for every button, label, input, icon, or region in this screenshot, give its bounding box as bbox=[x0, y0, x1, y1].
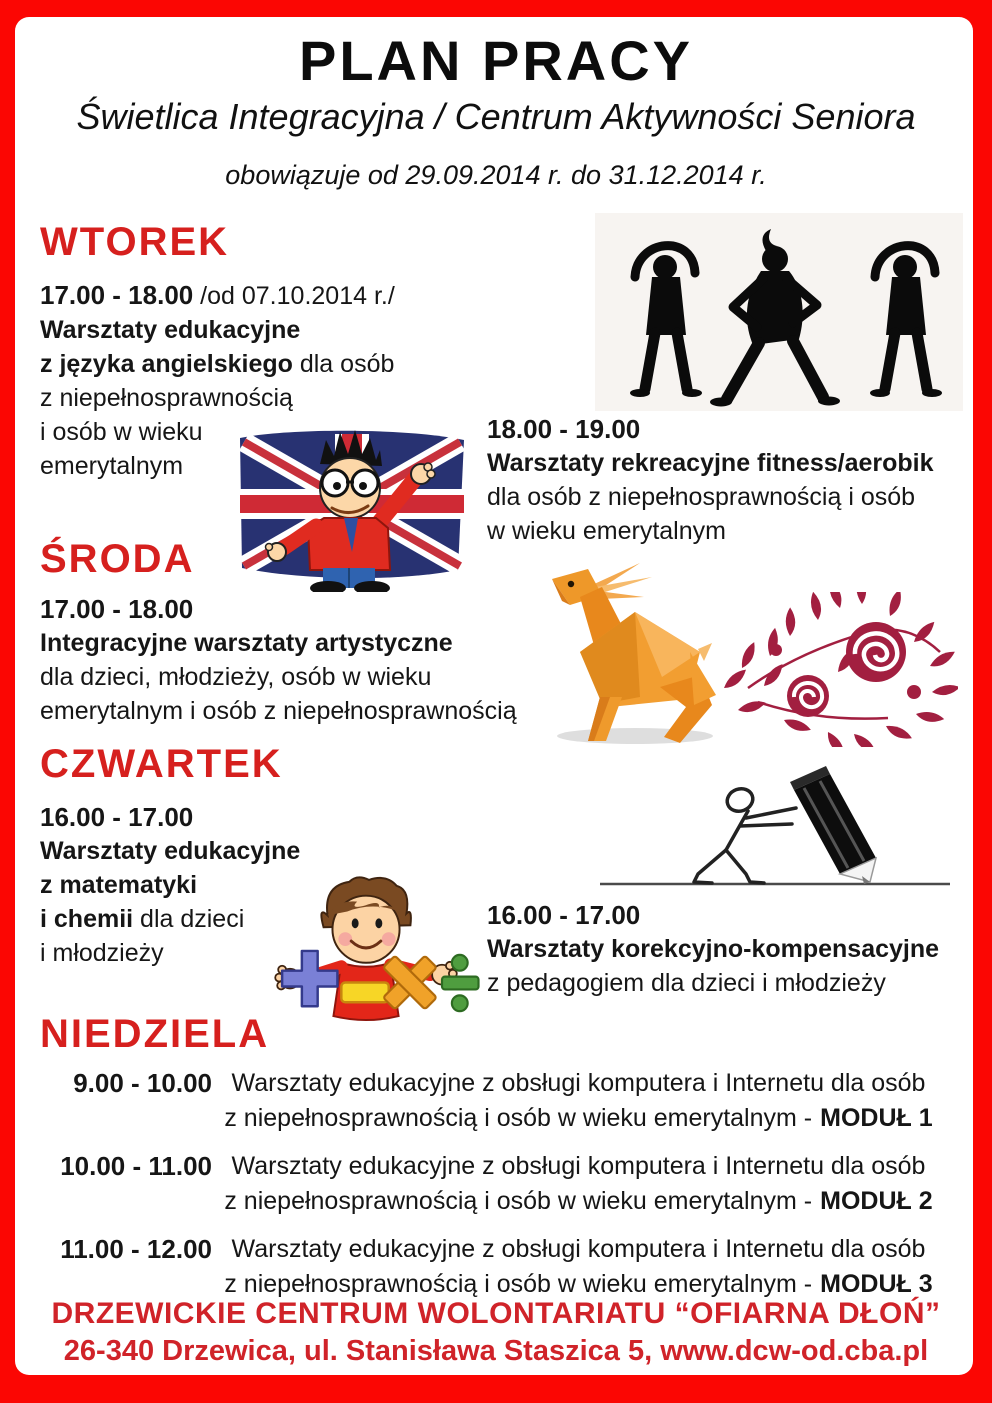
footer-address: 26-340 Drzewica, ul. Stanisława Staszica 5, www.dcw-od.cba.pl bbox=[63, 1335, 929, 1367]
sunday-row-1-line1: Warsztaty edukacyjne z obsługi komputera i Internetu dla osób bbox=[231, 1069, 926, 1097]
wednesday-line2: dla dzieci, młodzieży, osób w wieku bbox=[40, 663, 432, 691]
sunday-row-1-time: 9.00 - 10.00 bbox=[73, 1068, 212, 1098]
floral-ornament-image bbox=[718, 592, 958, 747]
sunday-row-2 bbox=[40, 1149, 945, 1219]
thursday-right-title: Warsztaty korekcyjno-kompensacyjne bbox=[487, 935, 940, 963]
tuesday-time-note: /od 07.10.2014 r./ bbox=[193, 282, 395, 310]
tuesday-right-line2: dla osób z niepełnosprawnością i osób bbox=[487, 483, 916, 511]
tuesday-activity-line2-rest: dla osób bbox=[292, 350, 395, 378]
sunday-row-3-line1: Warsztaty edukacyjne z obsługi komputera i Internetu dla osób bbox=[231, 1235, 926, 1263]
pencil-writer-image bbox=[598, 762, 956, 892]
thursday-time: 16.00 - 17.00 bbox=[40, 802, 194, 832]
sunday-row-1-desc bbox=[212, 1066, 945, 1136]
tuesday-right-time: 18.00 - 19.00 bbox=[487, 414, 641, 444]
sunday-row-3-desc bbox=[212, 1232, 945, 1302]
sunday-row-2-desc bbox=[212, 1149, 945, 1219]
day-heading-tuesday: WTOREK bbox=[40, 220, 230, 264]
day-heading-sunday: NIEDZIELA bbox=[40, 1012, 270, 1056]
tuesday-activity-line1: Warsztaty edukacyjne bbox=[40, 316, 301, 344]
day-heading-wednesday: ŚRODA bbox=[40, 537, 195, 581]
thursday-line3-bold: i chemii bbox=[40, 905, 134, 933]
tuesday-activity-line5: emerytalnym bbox=[40, 452, 184, 480]
sunday-row-2-line2 bbox=[212, 1184, 945, 1219]
sunday-row-2-module: MODUŁ 2 bbox=[820, 1187, 933, 1215]
tuesday-time: 17.00 - 18.00 bbox=[40, 280, 194, 310]
tuesday-activity-line2 bbox=[40, 347, 395, 381]
sunday-row-2-line1: Warsztaty edukacyjne z obsługi komputera i Internetu dla osób bbox=[231, 1152, 926, 1180]
sunday-row-2-time: 10.00 - 11.00 bbox=[60, 1151, 212, 1181]
wednesday-time: 17.00 - 18.00 bbox=[40, 594, 194, 624]
sunday-row-1-module: MODUŁ 1 bbox=[820, 1104, 933, 1132]
english-boy-flag-image bbox=[228, 420, 476, 592]
sunday-row-2-line2-text: z niepełnosprawnością i osób w wieku emerytalnym - bbox=[224, 1187, 813, 1215]
fitness-aerobics-image bbox=[595, 213, 963, 411]
thursday-right-line2: z pedagogiem dla dzieci i młodzieży bbox=[487, 969, 886, 997]
sunday-row-3 bbox=[40, 1232, 945, 1302]
poster-title: PLAN PRACY bbox=[298, 29, 694, 92]
origami-deer-image bbox=[540, 557, 730, 747]
footer-organization: DRZEWICKIE CENTRUM WOLONTARIATU “OFIARNA DŁOŃ” bbox=[51, 1297, 941, 1330]
sunday-row-1 bbox=[40, 1066, 945, 1136]
day-heading-thursday: CZWARTEK bbox=[40, 742, 283, 786]
thursday-line1: Warsztaty edukacyjne bbox=[40, 837, 301, 865]
tuesday-activity-line4: i osób w wieku bbox=[40, 418, 203, 446]
wednesday-title: Integracyjne warsztaty artystyczne bbox=[40, 629, 453, 657]
sunday-schedule bbox=[40, 1066, 945, 1315]
tuesday-right-block bbox=[487, 412, 934, 548]
poster-subtitle: Świetlica Integracyjna / Centrum Aktywności Seniora bbox=[76, 96, 916, 137]
math-boy-image bbox=[253, 872, 481, 1022]
thursday-line3-rest: dla dzieci bbox=[133, 905, 245, 933]
tuesday-time-line bbox=[40, 278, 395, 313]
thursday-right-time: 16.00 - 17.00 bbox=[487, 900, 641, 930]
sunday-row-3-module: MODUŁ 3 bbox=[820, 1270, 933, 1298]
tuesday-activity-line2-bold: z języka angielskiego bbox=[40, 350, 293, 378]
thursday-right-block bbox=[487, 898, 939, 1000]
tuesday-activity-line3: z niepełnosprawnością bbox=[40, 384, 293, 412]
thursday-line4: i młodzieży bbox=[40, 939, 164, 967]
sunday-row-3-line2-text: z niepełnosprawnością i osób w wieku emerytalnym - bbox=[224, 1270, 813, 1298]
tuesday-right-line3: w wieku emerytalnym bbox=[487, 517, 726, 545]
validity-note: obowiązuje od 29.09.2014 r. do 31.12.2014 r. bbox=[225, 160, 767, 190]
thursday-line2: z matematyki bbox=[40, 871, 198, 899]
wednesday-line3: emerytalnym i osób z niepełnosprawnością bbox=[40, 697, 517, 725]
tuesday-right-title: Warsztaty rekreacyjne fitness/aerobik bbox=[487, 449, 934, 477]
sunday-row-1-line2 bbox=[212, 1101, 945, 1136]
wednesday-block bbox=[40, 592, 517, 728]
sunday-row-1-line2-text: z niepełnosprawnością i osób w wieku emerytalnym - bbox=[224, 1104, 813, 1132]
sunday-row-3-time: 11.00 - 12.00 bbox=[60, 1234, 212, 1264]
